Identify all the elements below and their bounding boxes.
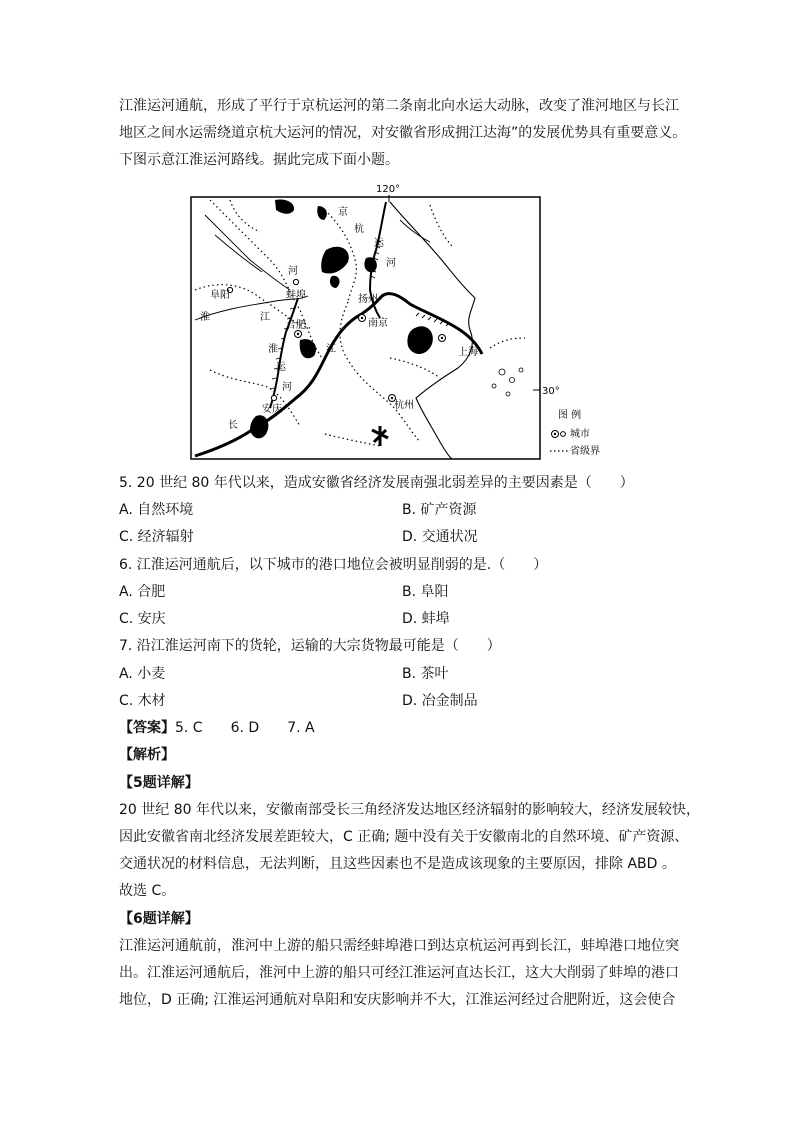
q6-text-3: 地位，D 正确; 江淮运河通航对阜阳和安庆影响并不大，江淮运河经过合肥附近，这会使合 <box>119 992 676 1008</box>
lake <box>330 276 340 288</box>
city-label-shanghai: 上海 <box>458 347 478 358</box>
city-marker <box>293 279 298 284</box>
q5-option-d: D. 交通状况 <box>402 529 478 545</box>
intro-line-2: 地区之间水运需绕道京杭大运河的情况，对安徽省形成拥江达海”的发展优势具有重要意义。 <box>119 125 687 141</box>
city-label-hangzhou: 杭州 <box>394 400 414 411</box>
map-label-jiang: 江 <box>260 312 270 323</box>
lake <box>372 426 388 446</box>
map-label-jing: 京 <box>338 207 348 218</box>
map-label-huai2: 淮 <box>268 344 278 355</box>
q6-option-a: A. 合肥 <box>119 584 166 600</box>
legend-boundary-label: 省级界 <box>570 446 600 457</box>
map-label-huai: 淮 <box>200 312 210 323</box>
city-label-fuyang: 阜阳 <box>210 290 230 301</box>
q7-option-c: C. 木材 <box>119 693 166 709</box>
q6-detail-label: 【6题详解】 <box>119 911 199 927</box>
lake <box>275 199 294 213</box>
provincial-boundary <box>325 434 380 446</box>
island <box>492 384 496 388</box>
q6-option-b: B. 阜阳 <box>402 584 449 600</box>
q5-text-4: 故选 C。 <box>119 883 176 899</box>
answer-item-6: 6. D <box>230 720 260 736</box>
answer-item-5: 5. C <box>175 720 203 736</box>
q6-text-2: 出。江淮运河通航后，淮河中上游的船只可经江淮运河直达长江，这大大削弱了蚌埠的港口 <box>119 965 679 981</box>
legend-city-label: 城市 <box>570 429 590 440</box>
q5-text-3: 交通状况的材料信息，无法判断，且这些因素也不是造成该现象的主要原因，排除 ABD 。 <box>119 856 676 872</box>
provincial-boundary <box>390 358 440 378</box>
intro-line-1: 江淮运河通航，形成了平行于京杭运河的第二条南北向水运大动脉，改变了淮河地区与长江 <box>119 98 679 114</box>
canal-route-map <box>190 180 600 462</box>
city-marker <box>271 395 276 400</box>
q7-option-a: A. 小麦 <box>119 666 166 682</box>
city-label-anqing: 安庆 <box>262 404 282 415</box>
city-label-bengbu: 蚌埠 <box>286 290 306 301</box>
map-label-he3: 河 <box>282 382 292 393</box>
river <box>215 235 262 272</box>
island <box>519 368 523 372</box>
q6-option-c: C. 安庆 <box>119 611 166 627</box>
capital-dot <box>391 397 393 399</box>
lake-hongze <box>321 247 349 274</box>
map-label-jiang2: 江 <box>326 344 336 355</box>
question-5-stem: 5. 20 世纪 80 年代以来，造成安徽省经济发展南强北弱差异的主要因素是（ ） <box>119 475 634 491</box>
latitude-label: 30° <box>542 386 560 397</box>
island <box>506 392 510 396</box>
q7-option-b: B. 茶叶 <box>402 666 449 682</box>
analysis-label: 【解析】 <box>119 747 175 763</box>
q7-option-d: D. 冶金制品 <box>402 693 478 709</box>
city-label-hefei: 合肥 <box>286 320 306 331</box>
map-label-yun: 运 <box>374 238 384 249</box>
lake-chao <box>300 339 316 358</box>
provincial-boundary <box>210 200 325 362</box>
provincial-boundary <box>490 338 525 348</box>
lake-tai <box>407 326 432 354</box>
q6-text-1: 江淮运河通航前，淮河中上游的船只需经蚌埠港口到达京杭运河再到长江，蚌埠港口地位突 <box>119 938 679 954</box>
capital-dot <box>297 333 299 335</box>
lake <box>364 257 376 272</box>
q5-detail-label: 【5题详解】 <box>119 775 199 791</box>
city-label-yangzhou: 扬州 <box>358 294 378 305</box>
capital-dot <box>361 317 363 319</box>
q5-option-c: C. 经济辐射 <box>119 529 194 545</box>
city-label-nanjing: 南京 <box>368 318 388 329</box>
river <box>400 220 430 242</box>
answer-item-7: 7. A <box>287 720 315 736</box>
map-label-he2: 河 <box>288 266 298 277</box>
island <box>499 369 505 375</box>
provincial-boundary <box>430 205 452 246</box>
q5-text-2: 因此安徽省南北经济发展差距较大，C 正确; 题中没有关于安徽南北的自然环境、矿产资源、 <box>119 829 689 845</box>
map-label-yun2: 运 <box>276 362 286 373</box>
map-label-he: 河 <box>386 258 396 269</box>
intro-line-3: 下图示意江淮运河路线。据此完成下面小题。 <box>119 152 399 168</box>
lake <box>250 415 268 438</box>
q5-option-a: A. 自然环境 <box>119 502 194 518</box>
answer-row <box>119 718 315 738</box>
answer-label: 【答案】 <box>119 720 175 736</box>
lake <box>317 206 327 220</box>
city-dot <box>441 337 443 339</box>
map-frame <box>191 197 540 459</box>
map-label-chang: 长 <box>228 420 238 431</box>
question-6-stem: 6. 江淮运河通航后，以下城市的港口地位会被明显削弱的是.（ ） <box>119 557 548 573</box>
longitude-label: 120° <box>376 184 401 195</box>
map-label-hang: 杭 <box>354 224 364 235</box>
q6-option-d: D. 蚌埠 <box>402 611 450 627</box>
river <box>205 215 290 290</box>
yangtze-river <box>195 294 482 456</box>
legend-title: 图 例 <box>558 410 582 421</box>
question-7-stem: 7. 沿江淮运河南下的货轮，运输的大宗货物最可能是（ ） <box>119 638 501 654</box>
q5-text-1: 20 世纪 80 年代以来，安徽南部受长三角经济发达地区经济辐射的影响较大，经济发展较快， <box>119 802 700 818</box>
provincial-boundary <box>230 200 260 232</box>
q5-option-b: B. 矿产资源 <box>402 502 477 518</box>
island <box>510 378 515 383</box>
